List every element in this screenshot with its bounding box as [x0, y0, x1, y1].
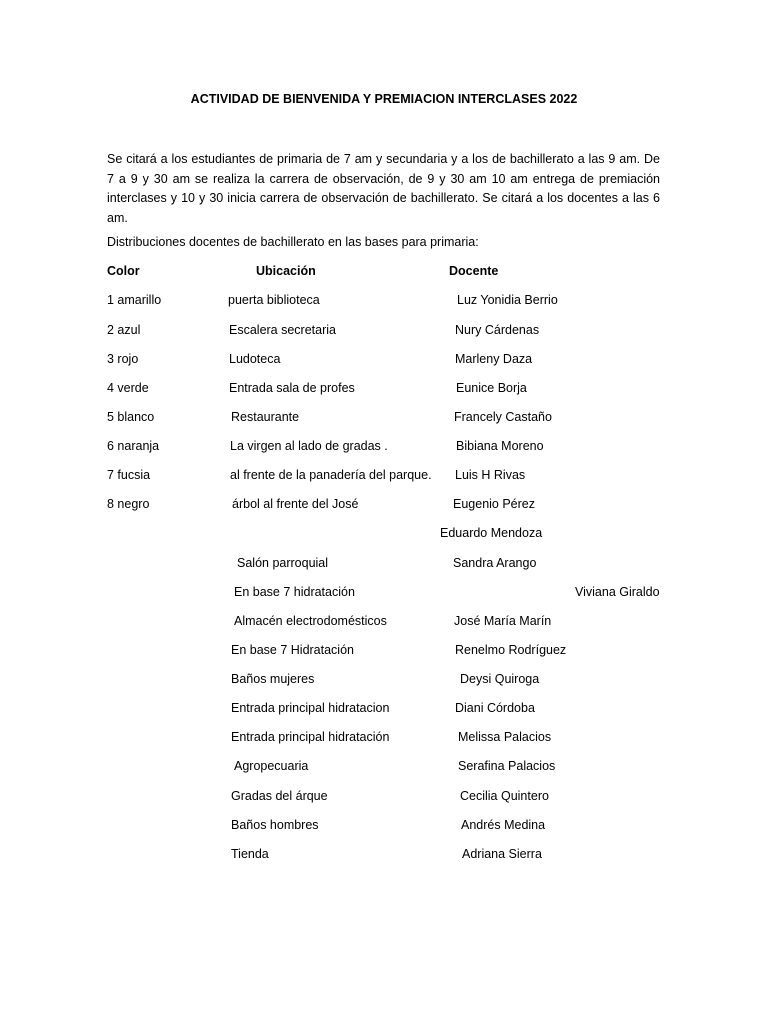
- row-ubicacion: Escalera secretaria: [229, 323, 336, 337]
- table-row: [0, 439, 768, 459]
- table-row: [0, 468, 768, 488]
- row-ubicacion: puerta biblioteca: [228, 293, 320, 307]
- row-docente: Cecilia Quintero: [460, 789, 549, 803]
- row-docente: Bibiana Moreno: [456, 439, 544, 453]
- table-row: [0, 643, 768, 663]
- row-ubicacion: Baños hombres: [231, 818, 319, 832]
- row-docente: José María Marín: [454, 614, 552, 628]
- row-color: 7 fucsia: [107, 468, 151, 482]
- table-row: [0, 556, 768, 576]
- distribution-intro: Distribuciones docentes de bachillerato en las bases para primaria:: [107, 235, 479, 249]
- table-row: [0, 701, 768, 721]
- row-color: 5 blanco: [107, 410, 155, 424]
- table-row: [0, 614, 768, 634]
- table-row: [0, 381, 768, 401]
- table-row: [0, 730, 768, 750]
- row-docente: Serafina Palacios: [458, 759, 556, 773]
- table-row: [0, 352, 768, 372]
- row-ubicacion: Salón parroquial: [237, 556, 329, 570]
- table-row: [0, 759, 768, 779]
- row-color: 1 amarillo: [107, 293, 162, 307]
- document-title: ACTIVIDAD DE BIENVENIDA Y PREMIACION INTERCLASES 2022: [190, 92, 578, 106]
- row-color: 3 rojo: [107, 352, 139, 366]
- row-color: 6 naranja: [107, 439, 160, 453]
- row-docente: Deysi Quiroga: [460, 672, 540, 686]
- table-row: [0, 526, 768, 546]
- table-row: [0, 818, 768, 838]
- table-row: [0, 497, 768, 517]
- row-ubicacion: Almacén electrodomésticos: [234, 614, 387, 628]
- row-docente: Nury Cárdenas: [455, 323, 540, 337]
- row-docente: Marleny Daza: [455, 352, 533, 366]
- table-row: [0, 847, 768, 867]
- row-ubicacion: Entrada sala de profes: [229, 381, 355, 395]
- row-docente: Eugenio Pérez: [453, 497, 536, 511]
- row-ubicacion: Entrada principal hidratación: [231, 730, 390, 744]
- header-ubicacion: Ubicación: [256, 264, 316, 278]
- row-ubicacion: Tienda: [231, 847, 269, 861]
- row-color: 4 verde: [107, 381, 149, 395]
- row-docente: Sandra Arango: [453, 556, 537, 570]
- row-ubicacion: Agropecuaria: [234, 759, 309, 773]
- row-docente: Diani Córdoba: [455, 701, 535, 715]
- row-ubicacion: árbol al frente del José: [232, 497, 359, 511]
- row-docente: Melissa Palacios: [458, 730, 552, 744]
- row-ubicacion: Gradas del árque: [231, 789, 328, 803]
- header-docente: Docente: [449, 264, 499, 278]
- row-docente: Francely Castaño: [454, 410, 552, 424]
- row-ubicacion: En base 7 hidratación: [234, 585, 355, 599]
- row-ubicacion: La virgen al lado de gradas .: [230, 439, 388, 453]
- table-row: [0, 410, 768, 430]
- table-row: [0, 323, 768, 343]
- row-color: 2 azul: [107, 323, 141, 337]
- row-ubicacion: Baños mujeres: [231, 672, 315, 686]
- table-row: [0, 293, 768, 313]
- row-docente: Luz Yonidia Berrio: [457, 293, 558, 307]
- intro-paragraph: Se citará a los estudiantes de primaria de 7 am y secundaria y a los de bachillerato a las 9 am. De 7 a 9 y 30 am se realiza la carrera de observación, de 9 y 30 am 10 am entrega de premiación interclases y 10 y 30 inicia carrera de observación de bachillerato. Se citará a los docentes a las 6 am.: [107, 152, 660, 225]
- row-ubicacion: al frente de la panadería del parque.: [230, 468, 432, 482]
- row-docente: Andrés Medina: [461, 818, 546, 832]
- row-ubicacion: Ludoteca: [229, 352, 281, 366]
- row-docente: Viviana Giraldo: [575, 585, 660, 599]
- table-row: [0, 672, 768, 692]
- row-docente: Adriana Sierra: [462, 847, 542, 861]
- row-docente: Luis H Rivas: [455, 468, 526, 482]
- row-ubicacion: En base 7 Hidratación: [231, 643, 354, 657]
- row-docente: Renelmo Rodríguez: [455, 643, 567, 657]
- row-docente: Eduardo Mendoza: [440, 526, 543, 540]
- row-ubicacion: Entrada principal hidratacion: [231, 701, 390, 715]
- row-ubicacion: Restaurante: [231, 410, 300, 424]
- header-color: Color: [107, 264, 140, 278]
- row-color: 8 negro: [107, 497, 150, 511]
- row-docente: Eunice Borja: [456, 381, 527, 395]
- table-row: [0, 789, 768, 809]
- table-row: [0, 585, 768, 605]
